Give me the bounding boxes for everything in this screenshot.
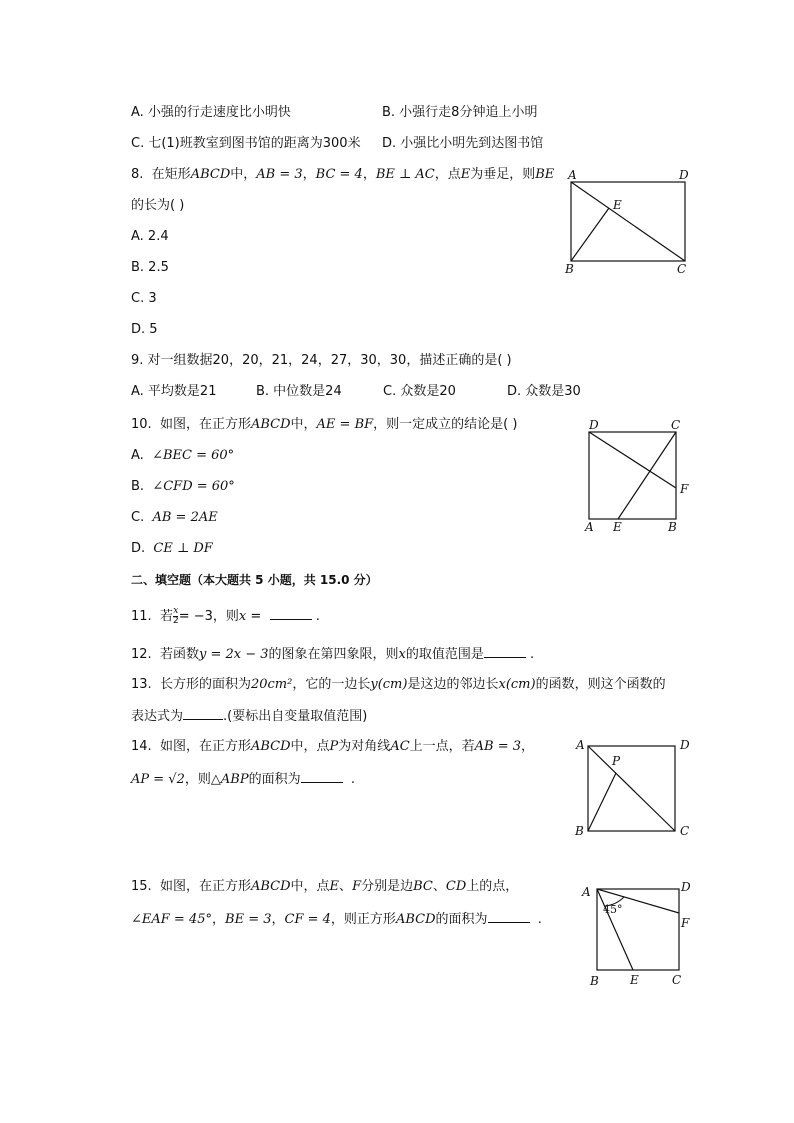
- q10-label-c: C: [671, 418, 681, 432]
- q13-stem-cont: 表达式为 .(要标出自变量取值范围): [131, 709, 368, 724]
- q10-label-a: A: [585, 520, 594, 534]
- q8-option-a: A. 2.4: [131, 229, 169, 244]
- q10-option-a: A. ∠BEC = 60°: [131, 448, 235, 463]
- q13-stem: 13. 长方形的面积为20cm²，它的一边长y(cm)是这边的邻边长x(cm)的函数，则这个函数的: [131, 677, 666, 692]
- q15-label-d: D: [681, 880, 691, 894]
- q9-option-c: C. 众数是20: [383, 384, 456, 399]
- q10-option-c: C. AB = 2AE: [131, 510, 218, 525]
- q7-option-a: A. 小强的行走速度比小明快: [131, 105, 291, 120]
- q15-label-e: E: [630, 973, 639, 987]
- q9-option-d: D. 众数是30: [507, 384, 581, 399]
- q8-label-a: A: [568, 168, 577, 182]
- q14-stem: 14. 如图，在正方形ABCD中，点P为对角线AC上一点，若AB = 3，: [131, 739, 535, 754]
- q8-stem-cont: 的长为( ): [131, 198, 185, 213]
- q15-label-f: F: [681, 916, 690, 930]
- q10-option-b: B. ∠CFD = 60°: [131, 479, 235, 494]
- q8-label-e: E: [613, 198, 622, 212]
- q10-stem: 10. 如图，在正方形ABCD中，AE = BF，则一定成立的结论是( ): [131, 417, 518, 432]
- q9-option-b: B. 中位数是24: [256, 384, 342, 399]
- q7-option-d: D. 小强比小明先到达图书馆: [382, 136, 544, 151]
- q14-label-p: P: [612, 754, 621, 768]
- q9-option-a: A. 平均数是21: [131, 384, 217, 399]
- q8-label-c: C: [677, 262, 687, 276]
- q10-label-f: F: [680, 482, 689, 496]
- q8-label-d: D: [679, 168, 689, 182]
- q11-fraction: $\frac{x}{2}$: [172, 606, 179, 626]
- section-2-title: 二、填空题（本大题共 5 小题，共 15.0 分）: [131, 573, 378, 587]
- q7-option-c: C. 七(1)班教室到图书馆的距离为300米: [131, 136, 361, 151]
- q9-stem: 9. 对一组数据20，20，21，24，27，30，30，描述正确的是( ): [131, 353, 512, 368]
- q15-stem-cont: ∠EAF = 45°，BE = 3，CF = 4，则正方形ABCD的面积为 .: [131, 912, 542, 927]
- q11-stem: 11. 若 $\frac{x}{2}$ = −3，则x = .: [131, 606, 320, 626]
- q8-option-d: D. 5: [131, 322, 158, 337]
- q8-label-b: B: [565, 262, 574, 276]
- q15-segment-ae: [597, 889, 633, 970]
- q14-label-b: B: [575, 824, 584, 838]
- q7-option-b: B. 小强行走8分钟追上小明: [382, 105, 538, 120]
- q10-option-d: D. CE ⊥ DF: [131, 541, 213, 556]
- q12-stem: 12. 若函数y = 2x − 3的图象在第四象限，则x的取值范围是 .: [131, 647, 535, 662]
- q14-label-c: C: [680, 824, 690, 838]
- q15-angle-label: 45°: [603, 903, 623, 916]
- q15-label-a: A: [582, 885, 591, 899]
- q10-label-e: E: [613, 520, 622, 534]
- q14-label-a: A: [576, 738, 585, 752]
- q8-option-c: C. 3: [131, 291, 157, 306]
- q15-label-c: C: [672, 973, 682, 987]
- q8-stem: 8. 在矩形ABCD中，AB = 3，BC = 4，BE ⊥ AC，点E为垂足，则BE: [131, 167, 555, 182]
- q10-label-d: D: [589, 418, 599, 432]
- q14-stem-cont: AP = √2，则△ABP的面积为 .: [131, 772, 355, 787]
- q14-label-d: D: [680, 738, 690, 752]
- q10-label-b: B: [668, 520, 677, 534]
- q8-option-b: B. 2.5: [131, 260, 169, 275]
- q15-label-b: B: [590, 974, 599, 988]
- q15-stem: 15. 如图，在正方形ABCD中，点E、F分别是边BC、CD上的点，: [131, 879, 519, 894]
